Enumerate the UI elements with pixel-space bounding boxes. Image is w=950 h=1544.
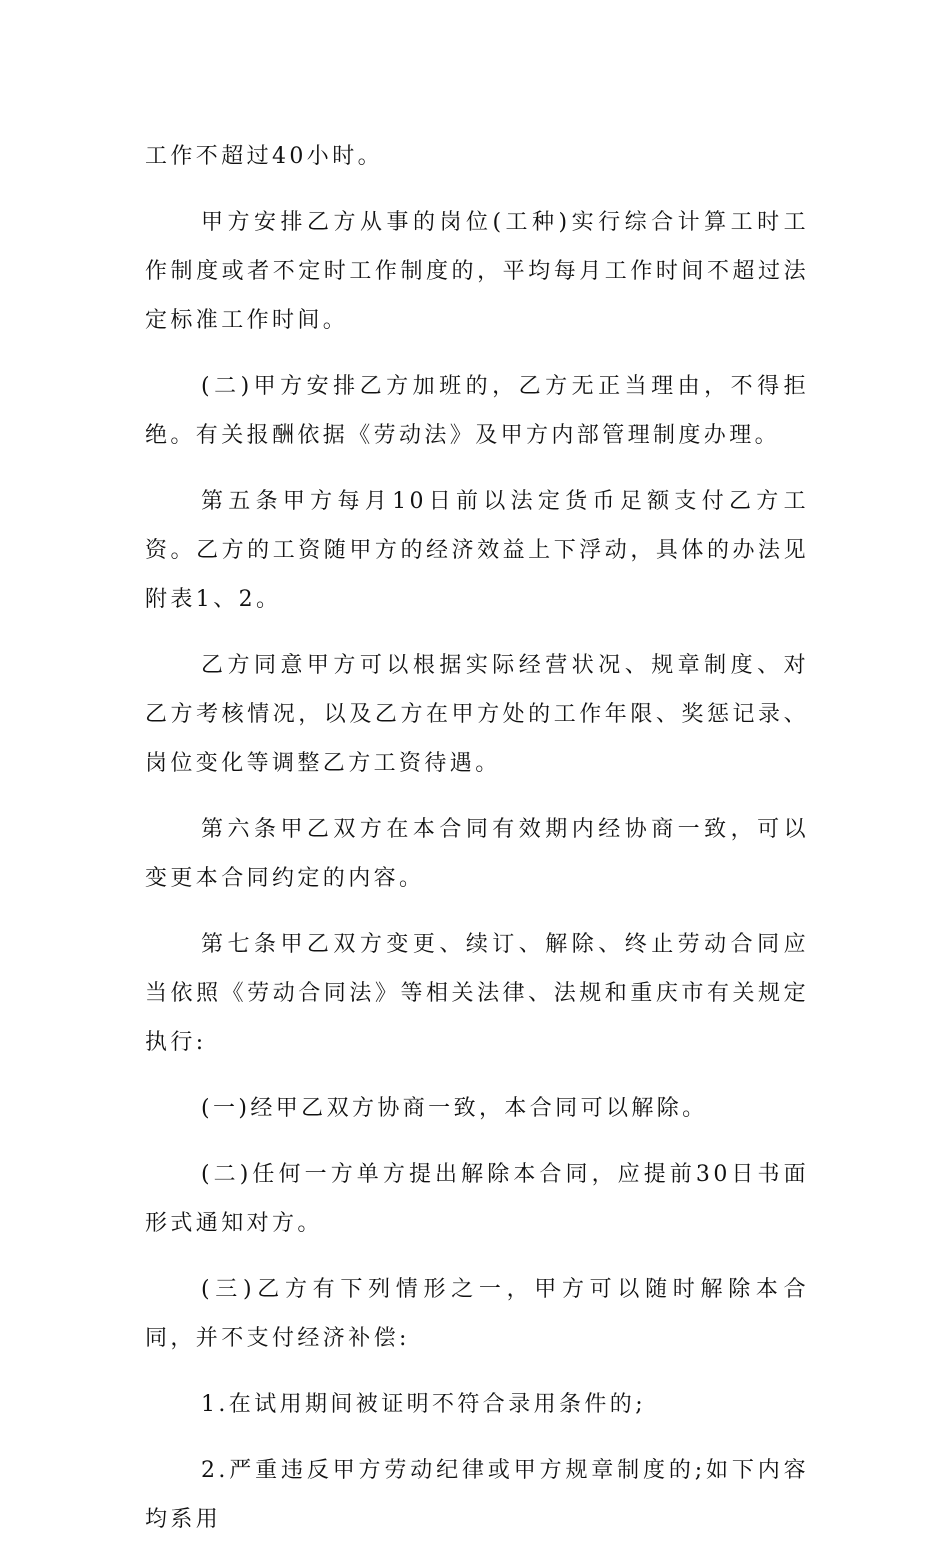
paragraph-7: 第七条甲乙双方变更、续订、解除、终止劳动合同应当依照《劳动合同法》等相关法律、法规和重庆市有关规定执行: [145, 932, 809, 1055]
paragraph-9: (二)任何一方单方提出解除本合同，应提前30日书面形式通知对方。 [145, 1162, 809, 1236]
paragraph-2: 甲方安排乙方从事的岗位(工种)实行综合计算工时工作制度或者不定时工作制度的，平均每月工作时间不超过法定标准工作时间。 [145, 210, 809, 333]
paragraph-8: (一)经甲乙双方协商一致，本合同可以解除。 [201, 1096, 708, 1121]
paragraph-11: 1.在试用期间被证明不符合录用条件的; [201, 1392, 647, 1417]
paragraph-5: 乙方同意甲方可以根据实际经营状况、规章制度、对乙方考核情况，以及乙方在甲方处的工作年限、奖惩记录、岗位变化等调整乙方工资待遇。 [145, 653, 809, 776]
paragraph-3: (二)甲方安排乙方加班的，乙方无正当理由，不得拒绝。有关报酬依据《劳动法》及甲方内部管理制度办理。 [145, 374, 809, 448]
paragraph-6: 第六条甲乙双方在本合同有效期内经协商一致，可以变更本合同约定的内容。 [145, 817, 809, 891]
paragraph-1: 工作不超过40小时。 [145, 144, 383, 169]
paragraph-10: (三)乙方有下列情形之一，甲方可以随时解除本合同，并不支付经济补偿: [145, 1277, 809, 1351]
paragraph-4: 第五条甲方每月10日前以法定货币足额支付乙方工资。乙方的工资随甲方的经济效益上下浮动，具体的办法见附表1、2。 [145, 489, 809, 612]
document-body [145, 132, 809, 1544]
paragraph-12: 2.严重违反甲方劳动纪律或甲方规章制度的;如下内容均系用 [145, 1458, 809, 1532]
